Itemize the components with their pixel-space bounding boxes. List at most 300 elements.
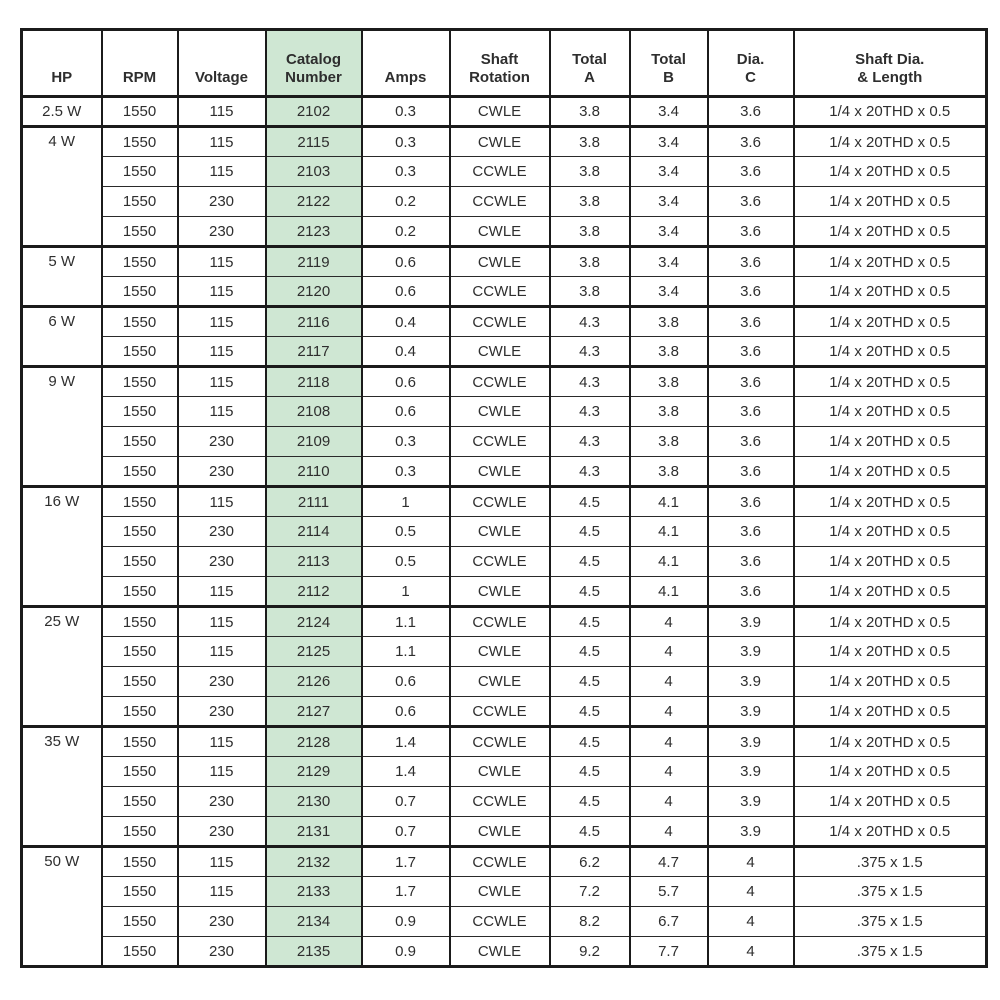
cell-voltage: 230 [178, 187, 266, 217]
table-row [22, 937, 987, 967]
cell-rotation: CWLE [450, 757, 550, 787]
cell-dia_c: 3.6 [708, 247, 794, 277]
cell-shaft: 1/4 x 20THD x 0.5 [794, 397, 987, 427]
cell-voltage: 230 [178, 547, 266, 577]
table-row [22, 307, 987, 337]
cell-amps: 0.6 [362, 697, 450, 727]
cell-rpm: 1550 [102, 337, 178, 367]
cell-rotation: CWLE [450, 457, 550, 487]
cell-shaft: 1/4 x 20THD x 0.5 [794, 427, 987, 457]
cell-voltage: 230 [178, 517, 266, 547]
cell-voltage: 115 [178, 247, 266, 277]
cell-catalog: 2125 [266, 637, 362, 667]
cell-total_b: 3.8 [630, 307, 708, 337]
cell-catalog: 2114 [266, 517, 362, 547]
cell-total_b: 4 [630, 637, 708, 667]
cell-shaft: 1/4 x 20THD x 0.5 [794, 187, 987, 217]
cell-total_b: 3.4 [630, 157, 708, 187]
cell-total_b: 4 [630, 667, 708, 697]
cell-rotation: CWLE [450, 337, 550, 367]
cell-total_a: 4.5 [550, 547, 630, 577]
cell-dia_c: 4 [708, 937, 794, 967]
cell-rotation: CWLE [450, 517, 550, 547]
cell-hp: 2.5 W [22, 97, 102, 127]
cell-rotation: CWLE [450, 667, 550, 697]
cell-shaft: 1/4 x 20THD x 0.5 [794, 667, 987, 697]
cell-shaft: 1/4 x 20THD x 0.5 [794, 337, 987, 367]
table-row [22, 487, 987, 517]
table-row [22, 247, 987, 277]
cell-catalog: 2129 [266, 757, 362, 787]
cell-voltage: 115 [178, 277, 266, 307]
cell-dia_c: 4 [708, 877, 794, 907]
table-row [22, 127, 987, 157]
cell-rpm: 1550 [102, 517, 178, 547]
cell-voltage: 230 [178, 787, 266, 817]
cell-rpm: 1550 [102, 577, 178, 607]
cell-dia_c: 3.6 [708, 337, 794, 367]
cell-total_a: 4.3 [550, 337, 630, 367]
table-row [22, 637, 987, 667]
cell-amps: 0.5 [362, 517, 450, 547]
header-row [22, 30, 987, 97]
cell-shaft: 1/4 x 20THD x 0.5 [794, 757, 987, 787]
cell-hp: 35 W [22, 727, 102, 847]
table-row [22, 217, 987, 247]
cell-dia_c: 3.9 [708, 697, 794, 727]
cell-catalog: 2128 [266, 727, 362, 757]
cell-rpm: 1550 [102, 487, 178, 517]
cell-rpm: 1550 [102, 607, 178, 637]
table-row [22, 187, 987, 217]
cell-rpm: 1550 [102, 637, 178, 667]
cell-amps: 0.6 [362, 247, 450, 277]
cell-rpm: 1550 [102, 307, 178, 337]
cell-dia_c: 4 [708, 907, 794, 937]
cell-voltage: 115 [178, 607, 266, 637]
cell-total_a: 3.8 [550, 277, 630, 307]
cell-total_a: 3.8 [550, 247, 630, 277]
cell-rotation: CCWLE [450, 487, 550, 517]
cell-catalog: 2135 [266, 937, 362, 967]
cell-voltage: 115 [178, 577, 266, 607]
cell-total_b: 3.4 [630, 277, 708, 307]
cell-voltage: 115 [178, 367, 266, 397]
cell-catalog: 2127 [266, 697, 362, 727]
cell-shaft: 1/4 x 20THD x 0.5 [794, 247, 987, 277]
cell-voltage: 230 [178, 427, 266, 457]
cell-amps: 0.5 [362, 547, 450, 577]
cell-total_a: 3.8 [550, 187, 630, 217]
column-header-amps: Amps [362, 30, 450, 97]
cell-catalog: 2118 [266, 367, 362, 397]
cell-amps: 0.3 [362, 97, 450, 127]
cell-total_b: 4.1 [630, 517, 708, 547]
column-header-catalog: Catalog Number [266, 30, 362, 97]
cell-rpm: 1550 [102, 697, 178, 727]
cell-shaft: 1/4 x 20THD x 0.5 [794, 277, 987, 307]
cell-total_a: 7.2 [550, 877, 630, 907]
cell-total_b: 4.1 [630, 577, 708, 607]
cell-catalog: 2103 [266, 157, 362, 187]
cell-rotation: CCWLE [450, 367, 550, 397]
cell-total_a: 4.3 [550, 367, 630, 397]
cell-catalog: 2109 [266, 427, 362, 457]
cell-rotation: CWLE [450, 937, 550, 967]
table-row [22, 577, 987, 607]
cell-catalog: 2123 [266, 217, 362, 247]
cell-catalog: 2122 [266, 187, 362, 217]
cell-catalog: 2120 [266, 277, 362, 307]
cell-shaft: 1/4 x 20THD x 0.5 [794, 817, 987, 847]
column-header-total_b: Total B [630, 30, 708, 97]
column-header-voltage: Voltage [178, 30, 266, 97]
cell-dia_c: 3.6 [708, 187, 794, 217]
cell-dia_c: 3.6 [708, 367, 794, 397]
cell-shaft: 1/4 x 20THD x 0.5 [794, 307, 987, 337]
cell-total_b: 3.8 [630, 367, 708, 397]
table-row [22, 877, 987, 907]
cell-hp: 25 W [22, 607, 102, 727]
cell-total_a: 4.3 [550, 457, 630, 487]
table-row [22, 427, 987, 457]
spec-table-body [22, 97, 987, 967]
cell-rotation: CCWLE [450, 157, 550, 187]
cell-total_b: 4 [630, 817, 708, 847]
cell-rpm: 1550 [102, 247, 178, 277]
cell-voltage: 115 [178, 397, 266, 427]
cell-voltage: 115 [178, 127, 266, 157]
cell-rpm: 1550 [102, 427, 178, 457]
cell-rpm: 1550 [102, 847, 178, 877]
cell-rpm: 1550 [102, 217, 178, 247]
cell-rotation: CCWLE [450, 187, 550, 217]
cell-voltage: 115 [178, 157, 266, 187]
cell-shaft: 1/4 x 20THD x 0.5 [794, 547, 987, 577]
cell-catalog: 2117 [266, 337, 362, 367]
table-row [22, 337, 987, 367]
cell-rotation: CCWLE [450, 847, 550, 877]
cell-total_b: 3.4 [630, 97, 708, 127]
column-header-hp: HP [22, 30, 102, 97]
cell-voltage: 230 [178, 907, 266, 937]
cell-dia_c: 3.6 [708, 517, 794, 547]
cell-rotation: CWLE [450, 817, 550, 847]
cell-dia_c: 3.6 [708, 307, 794, 337]
cell-amps: 0.2 [362, 187, 450, 217]
table-row [22, 397, 987, 427]
table-row [22, 457, 987, 487]
cell-rpm: 1550 [102, 817, 178, 847]
cell-total_b: 5.7 [630, 877, 708, 907]
cell-shaft: 1/4 x 20THD x 0.5 [794, 607, 987, 637]
cell-catalog: 2113 [266, 547, 362, 577]
cell-amps: 0.3 [362, 127, 450, 157]
cell-amps: 1.1 [362, 637, 450, 667]
cell-shaft: 1/4 x 20THD x 0.5 [794, 127, 987, 157]
cell-total_a: 4.5 [550, 727, 630, 757]
cell-shaft: 1/4 x 20THD x 0.5 [794, 157, 987, 187]
cell-dia_c: 3.6 [708, 97, 794, 127]
cell-rotation: CWLE [450, 397, 550, 427]
cell-rpm: 1550 [102, 667, 178, 697]
cell-catalog: 2134 [266, 907, 362, 937]
cell-dia_c: 3.6 [708, 397, 794, 427]
cell-voltage: 115 [178, 877, 266, 907]
cell-shaft: 1/4 x 20THD x 0.5 [794, 727, 987, 757]
cell-total_b: 3.4 [630, 127, 708, 157]
cell-rpm: 1550 [102, 907, 178, 937]
cell-amps: 1.1 [362, 607, 450, 637]
cell-rpm: 1550 [102, 877, 178, 907]
cell-rotation: CCWLE [450, 607, 550, 637]
column-header-rpm: RPM [102, 30, 178, 97]
cell-catalog: 2112 [266, 577, 362, 607]
cell-rotation: CCWLE [450, 307, 550, 337]
cell-total_b: 4.1 [630, 547, 708, 577]
cell-total_a: 3.8 [550, 97, 630, 127]
cell-total_b: 3.4 [630, 187, 708, 217]
cell-rotation: CWLE [450, 877, 550, 907]
cell-catalog: 2130 [266, 787, 362, 817]
cell-total_b: 3.8 [630, 337, 708, 367]
cell-total_a: 3.8 [550, 127, 630, 157]
cell-rpm: 1550 [102, 187, 178, 217]
cell-catalog: 2126 [266, 667, 362, 697]
column-header-rotation: Shaft Rotation [450, 30, 550, 97]
cell-total_b: 4 [630, 757, 708, 787]
cell-rpm: 1550 [102, 787, 178, 817]
cell-amps: 0.4 [362, 307, 450, 337]
cell-amps: 0.6 [362, 277, 450, 307]
cell-rotation: CCWLE [450, 427, 550, 457]
cell-total_a: 4.5 [550, 667, 630, 697]
cell-amps: 0.3 [362, 457, 450, 487]
cell-rpm: 1550 [102, 937, 178, 967]
cell-catalog: 2133 [266, 877, 362, 907]
cell-total_a: 8.2 [550, 907, 630, 937]
cell-shaft: .375 x 1.5 [794, 877, 987, 907]
cell-rotation: CCWLE [450, 697, 550, 727]
cell-amps: 1.7 [362, 847, 450, 877]
cell-total_b: 3.8 [630, 457, 708, 487]
cell-voltage: 115 [178, 727, 266, 757]
column-header-total_a: Total A [550, 30, 630, 97]
cell-amps: 1 [362, 487, 450, 517]
cell-rotation: CCWLE [450, 547, 550, 577]
cell-rotation: CCWLE [450, 907, 550, 937]
cell-total_a: 4.5 [550, 757, 630, 787]
cell-hp: 5 W [22, 247, 102, 307]
cell-rotation: CWLE [450, 127, 550, 157]
cell-total_b: 4 [630, 787, 708, 817]
table-row [22, 97, 987, 127]
table-row [22, 847, 987, 877]
cell-shaft: 1/4 x 20THD x 0.5 [794, 97, 987, 127]
cell-dia_c: 3.6 [708, 547, 794, 577]
cell-total_a: 3.8 [550, 157, 630, 187]
table-row [22, 907, 987, 937]
cell-amps: 0.7 [362, 817, 450, 847]
cell-total_a: 3.8 [550, 217, 630, 247]
cell-rpm: 1550 [102, 157, 178, 187]
cell-voltage: 115 [178, 637, 266, 667]
cell-total_a: 6.2 [550, 847, 630, 877]
cell-total_a: 4.5 [550, 577, 630, 607]
cell-shaft: 1/4 x 20THD x 0.5 [794, 517, 987, 547]
cell-shaft: 1/4 x 20THD x 0.5 [794, 787, 987, 817]
table-row [22, 787, 987, 817]
cell-total_b: 3.8 [630, 427, 708, 457]
cell-voltage: 115 [178, 757, 266, 787]
cell-amps: 0.6 [362, 667, 450, 697]
cell-total_a: 4.5 [550, 697, 630, 727]
cell-voltage: 115 [178, 847, 266, 877]
cell-voltage: 230 [178, 457, 266, 487]
cell-dia_c: 3.9 [708, 757, 794, 787]
cell-amps: 0.6 [362, 397, 450, 427]
cell-total_a: 4.5 [550, 517, 630, 547]
column-header-shaft: Shaft Dia. & Length [794, 30, 987, 97]
cell-rpm: 1550 [102, 397, 178, 427]
cell-catalog: 2110 [266, 457, 362, 487]
cell-dia_c: 3.6 [708, 277, 794, 307]
cell-dia_c: 4 [708, 847, 794, 877]
cell-rotation: CWLE [450, 97, 550, 127]
cell-rotation: CCWLE [450, 787, 550, 817]
cell-shaft: .375 x 1.5 [794, 847, 987, 877]
cell-amps: 0.7 [362, 787, 450, 817]
column-header-dia_c: Dia. C [708, 30, 794, 97]
cell-voltage: 230 [178, 667, 266, 697]
cell-shaft: 1/4 x 20THD x 0.5 [794, 367, 987, 397]
cell-dia_c: 3.6 [708, 217, 794, 247]
cell-shaft: .375 x 1.5 [794, 907, 987, 937]
cell-dia_c: 3.6 [708, 427, 794, 457]
cell-amps: 0.2 [362, 217, 450, 247]
cell-total_a: 4.5 [550, 487, 630, 517]
cell-total_b: 3.8 [630, 397, 708, 427]
cell-shaft: 1/4 x 20THD x 0.5 [794, 577, 987, 607]
cell-rpm: 1550 [102, 727, 178, 757]
cell-dia_c: 3.9 [708, 727, 794, 757]
cell-amps: 1.4 [362, 757, 450, 787]
cell-catalog: 2132 [266, 847, 362, 877]
cell-total_b: 4 [630, 697, 708, 727]
table-row [22, 727, 987, 757]
cell-dia_c: 3.6 [708, 127, 794, 157]
cell-total_a: 4.5 [550, 787, 630, 817]
cell-shaft: 1/4 x 20THD x 0.5 [794, 637, 987, 667]
cell-amps: 0.4 [362, 337, 450, 367]
cell-rotation: CWLE [450, 247, 550, 277]
cell-catalog: 2119 [266, 247, 362, 277]
cell-shaft: 1/4 x 20THD x 0.5 [794, 487, 987, 517]
cell-rpm: 1550 [102, 127, 178, 157]
table-row [22, 607, 987, 637]
cell-dia_c: 3.9 [708, 787, 794, 817]
cell-catalog: 2131 [266, 817, 362, 847]
table-row [22, 547, 987, 577]
cell-amps: 0.9 [362, 937, 450, 967]
cell-rotation: CWLE [450, 217, 550, 247]
cell-total_b: 4 [630, 727, 708, 757]
cell-dia_c: 3.9 [708, 607, 794, 637]
table-row [22, 367, 987, 397]
page [20, 28, 988, 968]
cell-voltage: 230 [178, 937, 266, 967]
cell-amps: 0.6 [362, 367, 450, 397]
cell-catalog: 2108 [266, 397, 362, 427]
cell-rotation: CWLE [450, 637, 550, 667]
cell-dia_c: 3.9 [708, 667, 794, 697]
cell-total_b: 4.7 [630, 847, 708, 877]
table-row [22, 157, 987, 187]
cell-total_a: 4.3 [550, 397, 630, 427]
cell-rotation: CCWLE [450, 727, 550, 757]
cell-rpm: 1550 [102, 277, 178, 307]
cell-total_a: 9.2 [550, 937, 630, 967]
cell-amps: 0.3 [362, 427, 450, 457]
cell-shaft: .375 x 1.5 [794, 937, 987, 967]
cell-voltage: 115 [178, 487, 266, 517]
cell-catalog: 2124 [266, 607, 362, 637]
cell-voltage: 115 [178, 337, 266, 367]
table-row [22, 277, 987, 307]
cell-hp: 9 W [22, 367, 102, 487]
cell-hp: 16 W [22, 487, 102, 607]
cell-shaft: 1/4 x 20THD x 0.5 [794, 457, 987, 487]
cell-rpm: 1550 [102, 367, 178, 397]
cell-shaft: 1/4 x 20THD x 0.5 [794, 697, 987, 727]
cell-voltage: 230 [178, 817, 266, 847]
cell-rpm: 1550 [102, 757, 178, 787]
cell-total_b: 4 [630, 607, 708, 637]
cell-amps: 1 [362, 577, 450, 607]
cell-rotation: CWLE [450, 577, 550, 607]
cell-rpm: 1550 [102, 547, 178, 577]
cell-total_a: 4.3 [550, 427, 630, 457]
cell-catalog: 2115 [266, 127, 362, 157]
cell-dia_c: 3.9 [708, 637, 794, 667]
cell-amps: 1.4 [362, 727, 450, 757]
cell-hp: 50 W [22, 847, 102, 967]
table-row [22, 697, 987, 727]
cell-rpm: 1550 [102, 457, 178, 487]
cell-total_a: 4.5 [550, 817, 630, 847]
cell-dia_c: 3.9 [708, 817, 794, 847]
cell-catalog: 2116 [266, 307, 362, 337]
cell-amps: 0.3 [362, 157, 450, 187]
table-row [22, 667, 987, 697]
cell-dia_c: 3.6 [708, 577, 794, 607]
cell-catalog: 2111 [266, 487, 362, 517]
cell-voltage: 230 [178, 217, 266, 247]
motor-spec-table [20, 28, 988, 968]
cell-total_a: 4.3 [550, 307, 630, 337]
cell-rotation: CCWLE [450, 277, 550, 307]
table-header [22, 30, 987, 97]
table-row [22, 757, 987, 787]
cell-total_a: 4.5 [550, 637, 630, 667]
cell-dia_c: 3.6 [708, 457, 794, 487]
cell-catalog: 2102 [266, 97, 362, 127]
cell-total_b: 3.4 [630, 247, 708, 277]
cell-shaft: 1/4 x 20THD x 0.5 [794, 217, 987, 247]
cell-total_a: 4.5 [550, 607, 630, 637]
table-row [22, 517, 987, 547]
cell-hp: 4 W [22, 127, 102, 247]
